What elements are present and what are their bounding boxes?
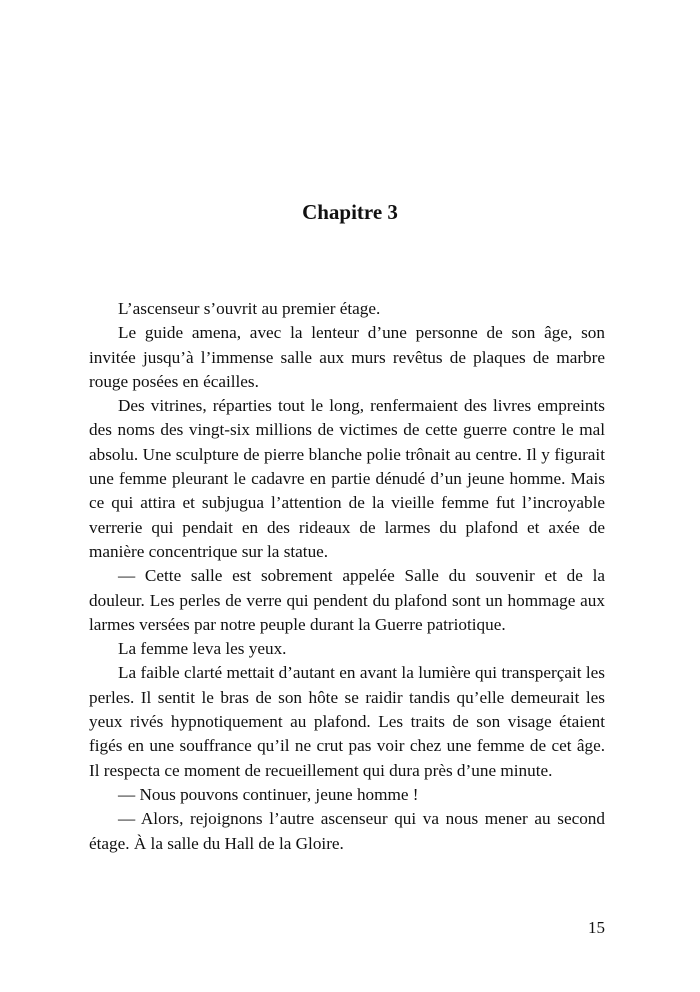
paragraph: — Nous pouvons continuer, jeune homme ! [118,784,419,804]
chapter-title: Chapitre 3 [302,200,398,224]
paragraph: L’ascenseur s’ouvrit au premier étage. [118,299,381,318]
page-number: 15 [588,918,605,937]
paragraph: — Alors, rejoignons l’autre ascenseur qui va nous mener au second étage. À la salle du Hall de la Gloire. [89,809,605,853]
body-text [89,297,605,856]
paragraph: Des vitrines, réparties tout le long, renfermaient des livres empreints des noms des vingt-six millions de victimes de cette guerre contre le mal absolu. Une sculpture de pierre blanche polie trônait au centre. Il y figurait une femme pleurant le cadavre en partie dénudé d’un jeune homme. Mais ce qui attira et subjugua l’attention de la vieille femme fut l’incroyable verrerie qui pendait en des rideaux de larmes du plafond et axée de manière concentrique sur la statue. [89,396,605,561]
paragraph: La femme leva les yeux. [118,639,287,659]
paragraph: — Cette salle est sobrement appelée Salle du souvenir et de la douleur. Les perles de verre qui pendent du plafond sont un hommage aux larmes versées par notre peuple durant la Guerre patriotique. [89,566,605,634]
paragraph: Le guide amena, avec la lenteur d’une personne de son âge, son invitée jusqu’à l’immense salle aux murs revêtus de plaques de marbre rouge posées en écailles. [89,323,605,391]
paragraph: La faible clarté mettait d’autant en avant la lumière qui transperçait les perles. Il sentit le bras de son hôte se raidir tandis qu’elle demeurait les yeux rivés hypnotiquement au plafond. Les traits de son visage étaient figés en une souffrance qu’il ne crut pas voir chez une femme de cet âge. Il respecta ce moment de recueillement qui dura près d’une minute. [89,663,605,780]
